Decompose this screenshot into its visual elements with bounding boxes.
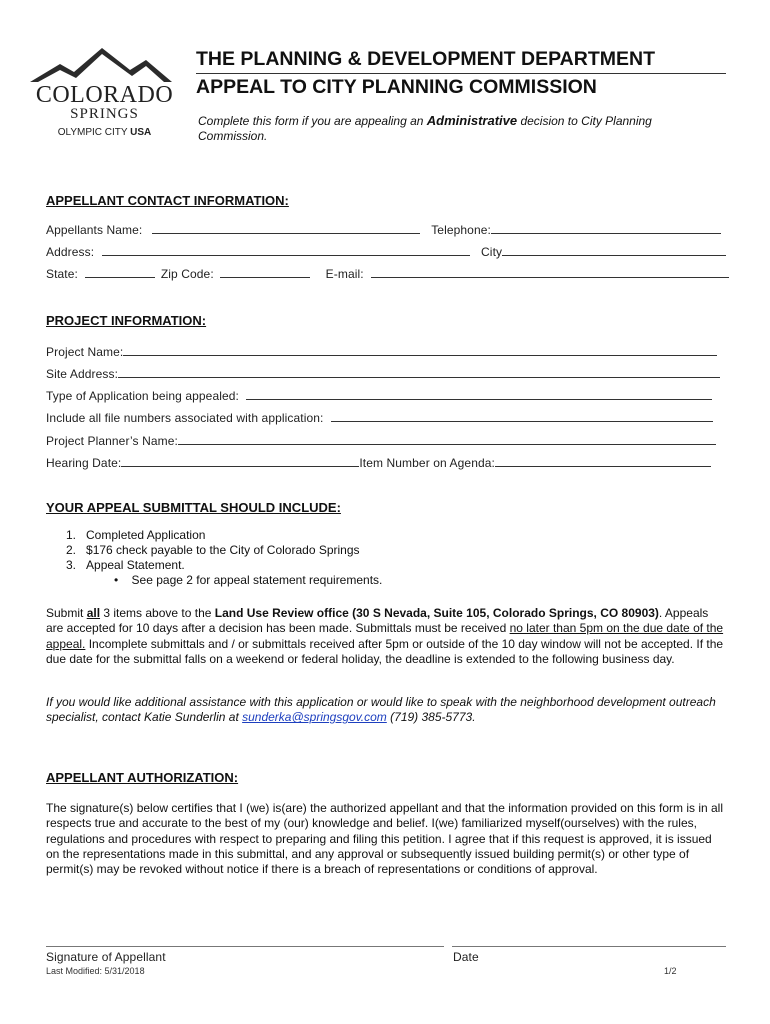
date-label: Date xyxy=(453,950,479,964)
logo-line1: COLORADO xyxy=(35,82,174,108)
logo-line3: OLYMPIC CITY USA xyxy=(57,127,152,138)
hearing-date-field[interactable] xyxy=(121,455,359,467)
signature-label: Signature of Appellant xyxy=(46,950,166,964)
email-field[interactable] xyxy=(371,266,729,278)
list-item: 2. $176 check payable to the City of Colorado Springs xyxy=(66,543,360,557)
zip-field[interactable] xyxy=(220,266,310,278)
intro-text: Complete this form if you are appealing an Administrative decision to City Planning Commission. xyxy=(198,113,652,143)
project-name-label: Project Name: xyxy=(46,345,124,359)
application-type-row xyxy=(46,388,712,403)
list-item: 3. Appeal Statement. xyxy=(66,558,185,572)
site-address-row xyxy=(46,366,720,381)
logo-line2: SPRINGS xyxy=(70,106,139,122)
planner-name-label: Project Planner’s Name: xyxy=(46,434,178,448)
hearing-date-label: Hearing Date: xyxy=(46,456,122,470)
project-heading: PROJECT INFORMATION: xyxy=(46,313,207,328)
appellant-name-label: Appellants Name: xyxy=(46,223,143,237)
agenda-item-label: Item Number on Agenda: xyxy=(359,456,495,470)
date-line[interactable] xyxy=(452,946,726,947)
state-field[interactable] xyxy=(85,266,155,278)
form-title: APPEAL TO CITY PLANNING COMMISSION xyxy=(196,76,597,98)
project-name-row xyxy=(46,344,717,359)
list-item: 1. Completed Application xyxy=(66,528,206,542)
state-label: State: xyxy=(46,267,78,281)
file-numbers-field[interactable] xyxy=(331,410,713,422)
telephone-field[interactable] xyxy=(491,222,721,234)
zip-label: Zip Code: xyxy=(160,267,214,281)
submittal-instructions: Submit all 3 items above to the Land Use Review office (30 S Nevada, Suite 105, Colorado Springs, CO 80903). Appeals are accepted for 10 days after a decision has been made. Submittals must be received no later than 5pm on the due date of the appeal. Incomplete submittals and / or submittals received after 5pm or outside of the 10 day window will not be accepted. If the due date for the submittal falls on a weekend or federal holiday, the deadline is extended to the following business day. xyxy=(46,606,724,666)
project-name-field[interactable] xyxy=(123,344,717,356)
site-address-field[interactable] xyxy=(118,366,720,378)
address-row xyxy=(46,244,726,259)
mountain-icon xyxy=(22,44,187,84)
authorization-text: The signature(s) below certifies that I (we) is(are) the authorized appellant and that the information provided on this form is in all respects true and accurate to the best of my (our) knowledge and belief. I(we) familiarized myself(ourselves) with the rules, regulations and procedures with respect to preparing and filing this petition. I agree that if this request is approved, it is issued on the representations made in this submittal, and any approval or subsequently issued building permit(s) or other type of permit(s) may be revoked without notice if there is a breach of representations or conditions of approval. xyxy=(46,801,724,877)
agenda-item-field[interactable] xyxy=(495,455,711,467)
planner-name-field[interactable] xyxy=(178,433,716,445)
list-item: • See page 2 for appeal statement requirements. xyxy=(114,573,383,587)
appellant-name-row xyxy=(46,222,721,237)
email-label: E-mail: xyxy=(325,267,364,281)
state-zip-email-row xyxy=(46,266,729,281)
hearing-date-row xyxy=(46,455,711,470)
contact-heading: APPELLANT CONTACT INFORMATION: xyxy=(46,193,289,208)
city-label: City xyxy=(481,245,503,259)
signature-line[interactable] xyxy=(46,946,444,947)
colorado-springs-logo xyxy=(22,44,187,144)
telephone-label: Telephone: xyxy=(431,223,491,237)
application-type-field[interactable] xyxy=(246,388,712,400)
file-numbers-row xyxy=(46,410,713,425)
last-modified: Last Modified: 5/31/2018 xyxy=(46,966,145,976)
department-title: THE PLANNING & DEVELOPMENT DEPARTMENT xyxy=(196,48,655,70)
address-field[interactable] xyxy=(102,244,470,256)
title-divider xyxy=(196,73,726,74)
authorization-heading: APPELLANT AUTHORIZATION: xyxy=(46,770,239,785)
city-field[interactable] xyxy=(502,244,726,256)
application-type-label: Type of Application being appealed: xyxy=(46,389,239,403)
address-label: Address: xyxy=(46,245,95,259)
site-address-label: Site Address: xyxy=(46,367,119,381)
submittal-heading: YOUR APPEAL SUBMITTAL SHOULD INCLUDE: xyxy=(46,500,341,515)
assistance-text: If you would like additional assistance with this application or would like to speak with the neighborhood development outreach specialist, contact Katie Sunderlin at sunderka@springsgov.com (719) 385-5773. xyxy=(46,695,716,725)
page-number: 1/2 xyxy=(664,966,677,976)
file-numbers-label: Include all file numbers associated with application: xyxy=(46,411,324,425)
planner-name-row xyxy=(46,433,716,448)
contact-email-link[interactable]: sunderka@springsgov.com xyxy=(242,710,387,725)
appellant-name-field[interactable] xyxy=(152,222,420,234)
submittal-list xyxy=(66,528,382,588)
